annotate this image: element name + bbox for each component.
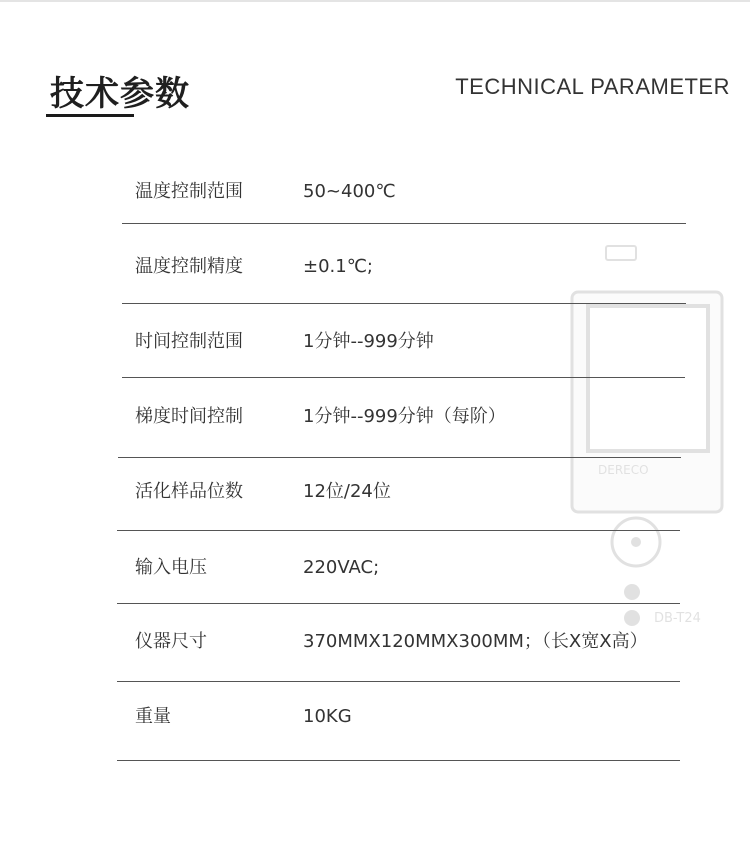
device-illustration [558,244,738,654]
param-value: 1分钟--999分钟 [303,331,434,352]
param-row [0,327,750,357]
param-row [0,553,750,583]
row-divider [117,530,680,531]
param-value: 12位/24位 [303,481,391,502]
title-underline [46,114,134,117]
param-row [0,252,750,282]
top-divider [0,0,750,2]
device-model-text: DB-T24 [654,611,701,626]
param-row [0,402,750,432]
row-divider [122,377,685,378]
param-label: 仪器尺寸 [135,631,207,652]
device-brand-text: DERECO [598,463,649,477]
param-label: 时间控制范围 [135,331,243,352]
row-divider [118,457,681,458]
param-value: 10KG [303,706,352,727]
param-value: 1分钟--999分钟（每阶） [303,406,506,427]
row-divider [117,681,680,682]
row-divider [117,603,680,604]
param-row [0,627,750,657]
page-title-english: TECHNICAL PARAMETER [455,74,730,99]
param-value: 220VAC; [303,557,380,578]
param-value: 50~400℃ [303,181,396,202]
param-label: 活化样品位数 [135,481,243,502]
row-divider [122,223,686,224]
param-label: 温度控制精度 [135,256,243,277]
param-label: 重量 [135,706,171,727]
param-label: 温度控制范围 [135,181,243,202]
param-label: 梯度时间控制 [135,406,243,427]
param-label: 输入电压 [135,557,207,578]
page-title: 技术参数 [50,74,190,114]
param-row [0,477,750,507]
param-value: 370MMX120MMX300MM；（长X宽X高） [303,631,648,652]
param-value: ±0.1℃; [303,256,373,277]
row-divider [122,303,686,304]
param-row [0,177,750,207]
row-divider [117,760,680,761]
param-row [0,702,750,732]
